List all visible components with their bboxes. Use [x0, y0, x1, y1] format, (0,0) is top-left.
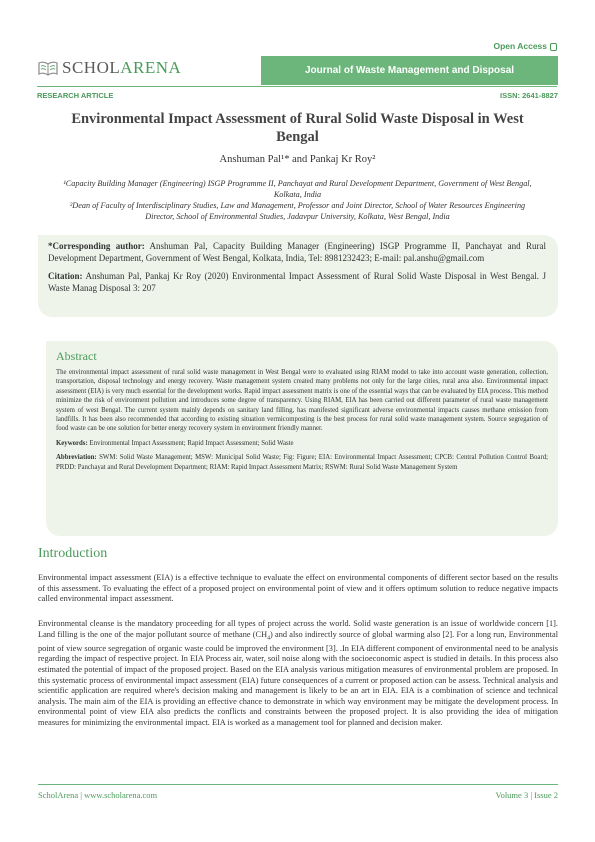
article-type: RESEARCH ARTICLE [37, 91, 114, 100]
intro-paragraph-1: Environmental impact assessment (EIA) is a effective technique to evaluate the effect on environmental components of different sector based on the results of this assessment. To evaluating the effect of a proposed project on environmental point of view and it offers optimum solution to reduce negative impacts called environmental impact assessment. [38, 573, 558, 604]
author-list: Anshuman Pal¹* and Pankaj Kr Roy² [219, 154, 376, 165]
issn-label: ISSN: 2641-8827 [500, 91, 558, 100]
header-divider [37, 86, 557, 87]
footer-divider [38, 784, 558, 785]
affiliation-2: ²Dean of Faculty of Interdisciplinary Studies, Law and Management, Professor and Joint Director, School of Water Resources Engineering Director, School of Environmental Studies, Jadavpur University, Kolkata, West Bengal, India [69, 201, 526, 221]
correspondence-box [38, 235, 558, 317]
abstract-box [46, 341, 558, 536]
keywords: Keywords: Environmental Impact Assessment; Rapid Impact Assessment; Solid Waste [56, 439, 294, 447]
abstract-heading: Abstract [56, 349, 97, 363]
footer-publisher: ScholArena | www.scholarena.com [38, 790, 158, 800]
abbreviations: Abbreviation: SWM: Solid Waste Management; MSW: Municipal Solid Waste; Fig: Figure; EIA: Environmental Impact Assessment; CPCB: Central Pollution Control Board; PRDD: Panchayat and Rural Development Department; RIAM: Rapid Impact Assessment Matrix; RSWM: Rural Solid Waste Management System [56, 454, 548, 471]
corresponding-author: *Corresponding author: Anshuman Pal, Capacity Building Manager (Engineering) ISGP Programme II, Panchayat and Rural Development Department, Government of West Bengal, Kolkata, India, Tel: 8981232423; E-mail: pal.anshu@gmail.com [48, 241, 546, 263]
citation: Citation: Anshuman Pal, Pankaj Kr Roy (2020) Environmental Impact Assessment of Rural Solid Waste Disposal in West Bengal. J Waste Manag Disposal 3: 207 [48, 271, 546, 293]
abstract-text: The environmental impact assessment of rural solid waste management in West Bengal were to evaluated using RIAM model to take into account waste generation, collection, transportation, disposal technology and energy recovery. Waste management system created many problems not only for the large cities, rural area also. Environmental impact assessment (EIA) is very much essential for the development works. Rapid impact assessment matrix is one of the essential ways that can be evaluated by EIA process. This method minimize the risk of environment pollution and introduces some degree of transparency. Using RIAM, EIA has been carried out different parameter of rural waste management system of west Bengal. The current system mainly depends on sanitary land filling, has manifested significant adverse environmental impacts causes methane emission from landfills. It has been also recommended that according to existing situation vermicomposting is the best process for rural solid waste management system. Source segregation of food waste can be one solution for better energy recovery system in environment friendly manner. [56, 369, 548, 433]
open-access-label: Open Access [493, 41, 557, 51]
lock-icon [550, 43, 557, 51]
article-title: Environmental Impact Assessment of Rural Solid Waste Disposal in West Bengal [71, 111, 524, 145]
journal-name-bar: Journal of Waste Management and Disposal [261, 56, 558, 85]
intro-paragraph-2: Environmental cleanse is the mandatory proceeding for all types of project across the world. Solid waste generation is an issue of worldwide concern [1]. Land filling is the one of the major pollutant source of methane $(CH_4)$ and also indirectly source of global warming also [2]. For a long run, Environmental point of view source segregation of organic waste could be improved the environment [3]. .In EIA different component of environmental need to be analysis regarding the impact of respective project. In EIA Process air, water, soil noise along with the socioeconomic aspect is studied in details. In this process also estimated the potential of impact of the proposed project. Based on the EIA analysis various mitigation measures of environmental problem are proposed. In this systematic process of environmental impact assessment (EIA) future consequences of a current or proposed action can be assess. Technical analysis and scientific application are required where's decision making and management is likely to be an art in EIA. EIA is a combination of science and technical analysis. The main aim of the EIA is providing an effective chance to demonstrate in which way environment may be mitigate the development process. In environmental point of view EIA also predicts the conflicts and constraints between the proposed project. It is also providing the idea of mitigation measures for minimizing the environmental impact. EIA is worked as a management tool for planned and decision maker. [38, 619, 559, 727]
affiliations [60, 178, 535, 222]
introduction-heading: Introduction [38, 546, 108, 561]
scholarena-logo: SCHOLARENA [38, 56, 181, 80]
book-icon [38, 60, 58, 76]
footer-volume: Volume 3 | Issue 2 [495, 790, 558, 800]
affiliation-1: ¹Capacity Building Manager (Engineering) ISGP Programme II, Panchayat and Rural Development Department, Government of West Bengal, Kolkata, India [63, 179, 532, 199]
